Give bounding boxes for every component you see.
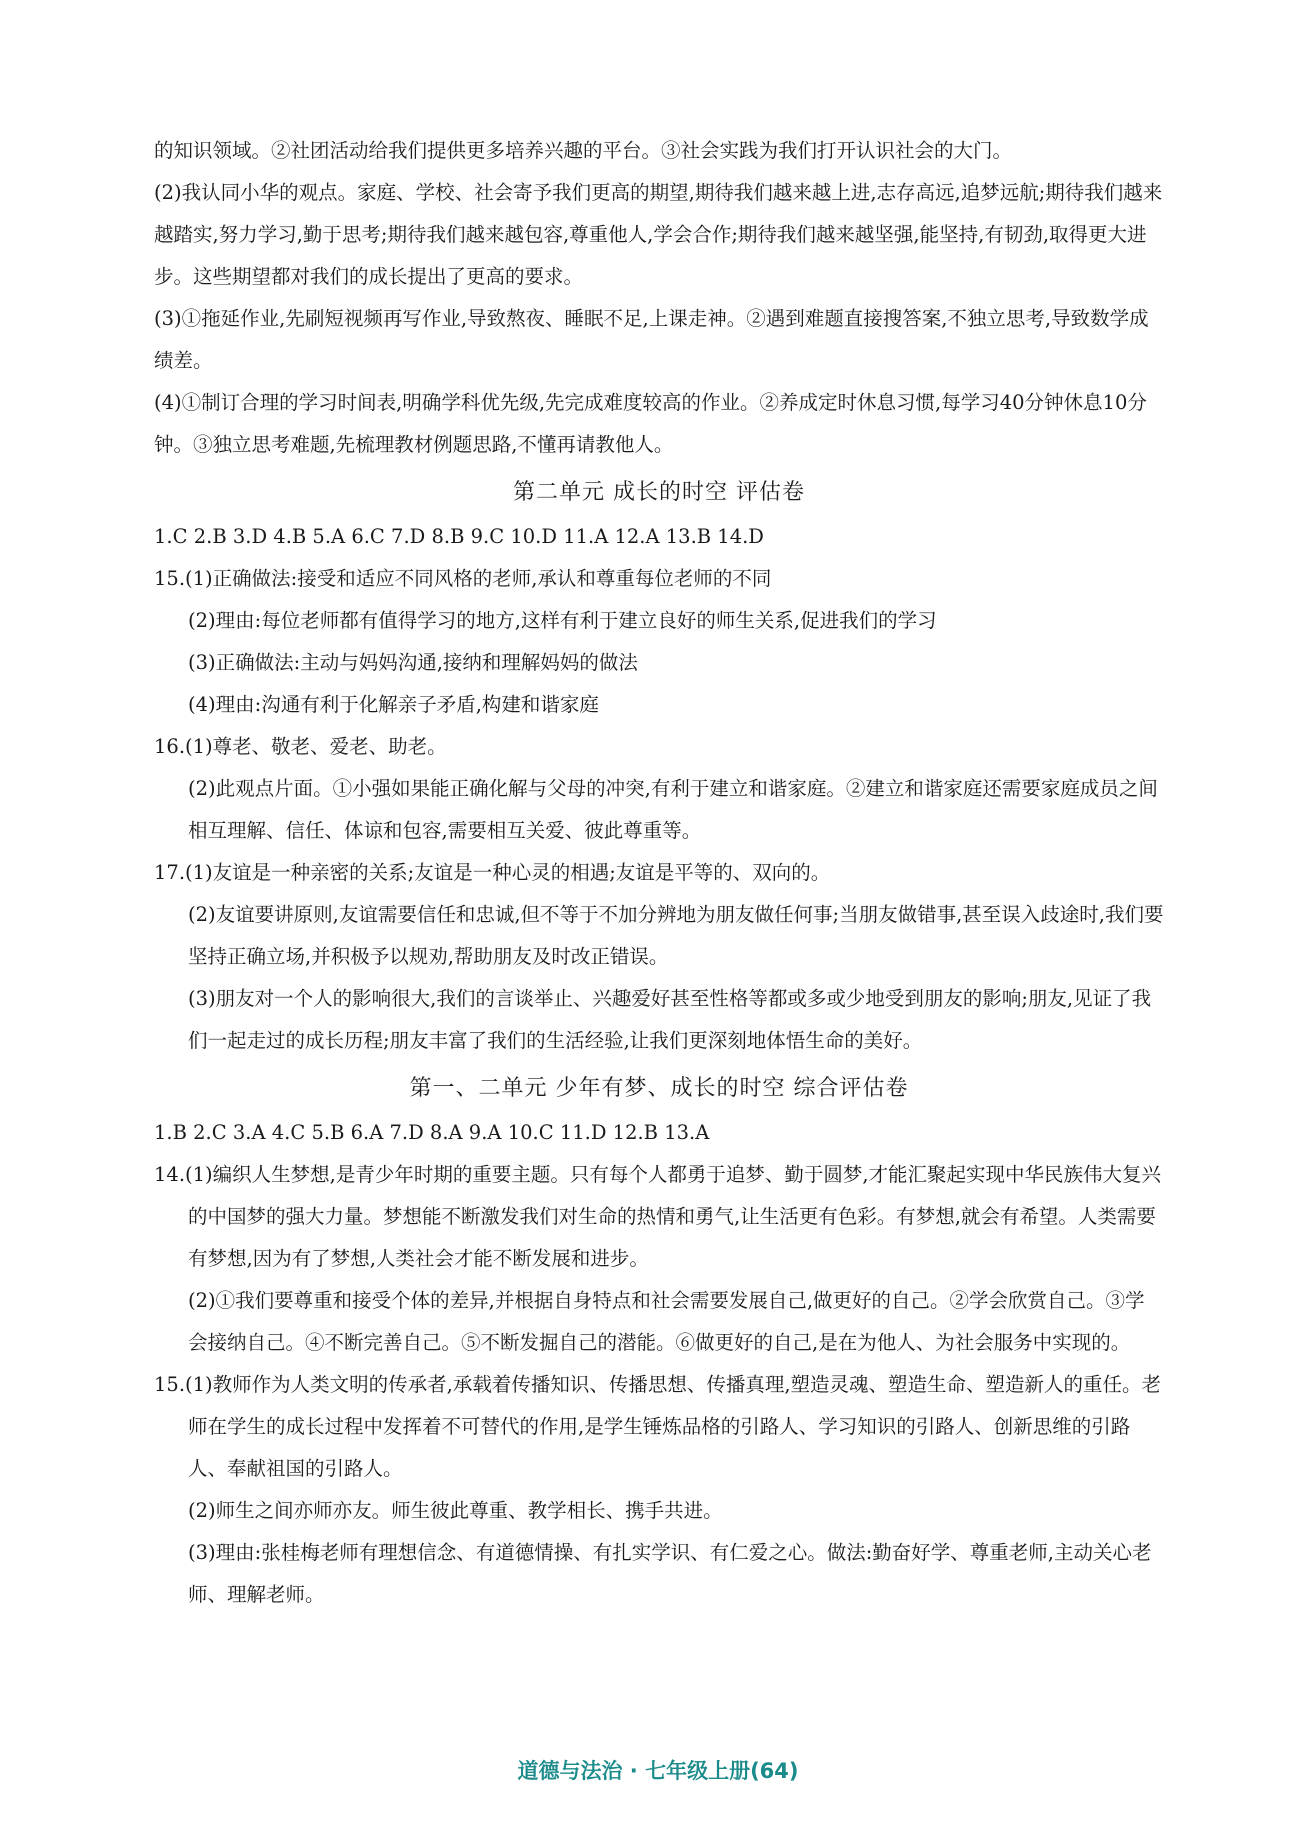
section-heading: 第一、二单元 少年有梦、成长的时空 综合评估卷 xyxy=(409,1076,909,1101)
answer-paragraph: (2)师生之间亦师亦友。师生彼此尊重、教学相长、携手共进。 xyxy=(188,1499,723,1522)
answer-paragraph: (3)朋友对一个人的影响很大,我们的言谈举止、兴趣爱好甚至性格等都或多或少地受到朋友的影响;朋友,见证了我们一起走过的成长历程;朋友丰富了我们的生活经验,让我们更深刻地体悟生命的美好。 xyxy=(188,987,1152,1052)
answer-content xyxy=(154,130,1164,1616)
answer-paragraph: (3)理由:张桂梅老师有理想信念、有道德情操、有扎实学识、有仁爱之心。做法:勤奋好学、尊重老师,主动关心老师、理解老师。 xyxy=(188,1541,1152,1606)
answer-paragraph: 的知识领域。②社团活动给我们提供更多培养兴趣的平台。③社会实践为我们打开认识社会的大门。 xyxy=(154,139,1013,162)
answer-paragraph: 16.(1)尊老、敬老、爱老、助老。 xyxy=(154,735,447,758)
section-heading: 第二单元 成长的时空 评估卷 xyxy=(513,480,805,505)
answer-paragraph: (2)我认同小华的观点。家庭、学校、社会寄予我们更高的期望,期待我们越来越上进,志存高远,追梦远航;期待我们越来越踏实,努力学习,勤于思考;期待我们越来越包容,尊重他人,学会合作;期待我们越来越坚强,能坚持,有韧劲,取得更大进步。这些期望都对我们的成长提出了更高的要求。 xyxy=(154,181,1163,288)
answer-paragraph: (3)①拖延作业,先刷短视频再写作业,导致熬夜、睡眠不足,上课走神。②遇到难题直接搜答案,不独立思考,导致数学成绩差。 xyxy=(154,307,1149,372)
answer-paragraph: (4)理由:沟通有利于化解亲子矛盾,构建和谐家庭 xyxy=(188,693,599,716)
answer-paragraph: 15.(1)正确做法:接受和适应不同风格的老师,承认和尊重每位老师的不同 xyxy=(154,567,772,590)
answer-paragraph: (2)此观点片面。①小强如果能正确化解与父母的冲突,有利于建立和谐家庭。②建立和谐家庭还需要家庭成员之间相互理解、信任、体谅和包容,需要相互关爱、彼此尊重等。 xyxy=(188,777,1158,842)
answer-paragraph: (2)理由:每位老师都有值得学习的地方,这样有利于建立良好的师生关系,促进我们的学习 xyxy=(188,609,937,632)
answer-paragraph: (2)①我们要尊重和接受个体的差异,并根据自身特点和社会需要发展自己,做更好的自己。②学会欣赏自己。③学会接纳自己。④不断完善自己。⑤不断发掘自己的潜能。⑥做更好的自己,是在为他人、为社会服务中实现的。 xyxy=(188,1289,1145,1354)
answer-paragraph: (3)正确做法:主动与妈妈沟通,接纳和理解妈妈的做法 xyxy=(188,651,638,674)
answer-paragraph: 1.C 2.B 3.D 4.B 5.A 6.C 7.D 8.B 9.C 10.D 11.A 12.A 13.B 14.D xyxy=(154,525,764,548)
page-footer: 道德与法治 · 七年级上册(64) xyxy=(517,1759,799,1783)
answer-paragraph: 15.(1)教师作为人类文明的传承者,承载着传播知识、传播思想、传播真理,塑造灵魂、塑造生命、塑造新人的重任。老师在学生的成长过程中发挥着不可替代的作用,是学生锤炼品格的引路人、学习知识的引路人、创新思维的引路人、奉献祖国的引路人。 xyxy=(154,1373,1162,1480)
answer-paragraph: 14.(1)编织人生梦想,是青少年时期的重要主题。只有每个人都勇于追梦、勤于圆梦,才能汇聚起实现中华民族伟大复兴的中国梦的强大力量。梦想能不断激发我们对生命的热情和勇气,让生活更有色彩。有梦想,就会有希望。人类需要有梦想,因为有了梦想,人类社会才能不断发展和进步。 xyxy=(154,1163,1162,1270)
answer-paragraph: 1.B 2.C 3.A 4.C 5.B 6.A 7.D 8.A 9.A 10.C 11.D 12.B 13.A xyxy=(154,1121,710,1144)
answer-paragraph: (4)①制订合理的学习时间表,明确学科优先级,先完成难度较高的作业。②养成定时休息习惯,每学习40分钟休息10分钟。③独立思考难题,先梳理教材例题思路,不懂再请教他人。 xyxy=(154,391,1147,456)
answer-paragraph: 17.(1)友谊是一种亲密的关系;友谊是一种心灵的相遇;友谊是平等的、双向的。 xyxy=(154,861,831,884)
answer-paragraph: (2)友谊要讲原则,友谊需要信任和忠诚,但不等于不加分辨地为朋友做任何事;当朋友做错事,甚至误入歧途时,我们要坚持正确立场,并积极予以规劝,帮助朋友及时改正错误。 xyxy=(188,903,1164,968)
